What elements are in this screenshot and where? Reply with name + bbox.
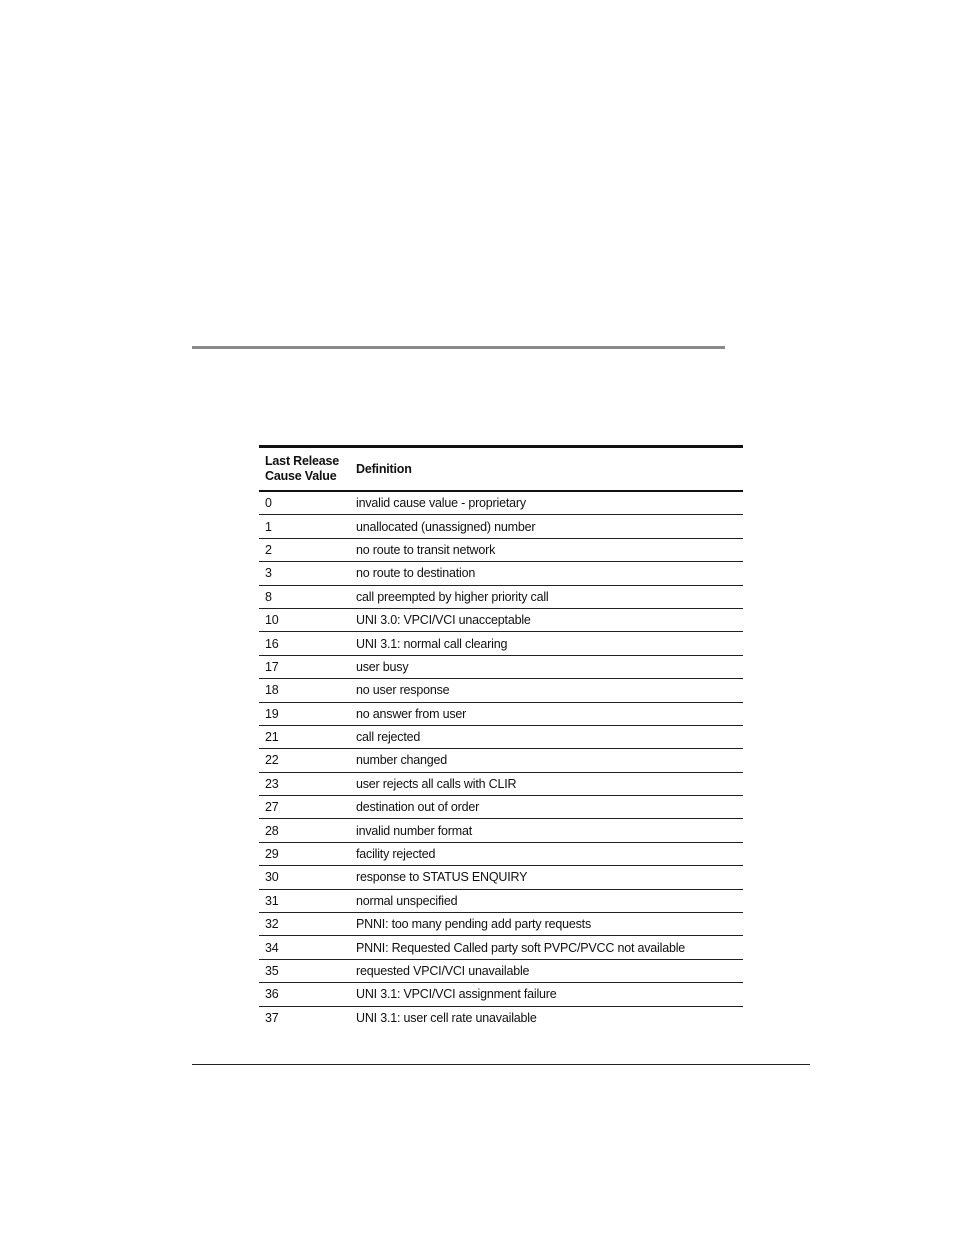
cause-value-cell: 28 bbox=[265, 823, 279, 838]
table-row bbox=[259, 491, 743, 515]
definition-cell: call preempted by higher priority call bbox=[356, 589, 549, 604]
definition-cell: invalid number format bbox=[356, 823, 472, 838]
table-row bbox=[259, 913, 743, 936]
table-row bbox=[259, 632, 743, 655]
cause-value-cell: 18 bbox=[265, 683, 279, 698]
cause-value-cell: 30 bbox=[265, 870, 279, 885]
table-row bbox=[259, 725, 743, 748]
top-divider bbox=[192, 346, 725, 349]
definition-cell: no route to transit network bbox=[356, 542, 496, 557]
cause-value-cell: 31 bbox=[265, 893, 279, 908]
table-row bbox=[259, 772, 743, 795]
cause-value-cell: 36 bbox=[265, 987, 279, 1002]
bottom-divider bbox=[192, 1064, 810, 1065]
cause-value-cell: 34 bbox=[265, 940, 279, 955]
cause-value-cell: 35 bbox=[265, 964, 279, 978]
definition-cell: no user response bbox=[356, 683, 450, 698]
table-row bbox=[259, 702, 743, 725]
table-row bbox=[259, 585, 743, 608]
definition-cell: user rejects all calls with CLIR bbox=[356, 776, 517, 791]
definition-cell: no answer from user bbox=[356, 706, 467, 721]
definition-cell: UNI 3.0: VPCI/VCI unacceptable bbox=[356, 613, 531, 628]
cause-value-cell: 21 bbox=[265, 730, 279, 745]
cause-value-cell: 22 bbox=[265, 753, 279, 768]
header-cause-value-line2: Cause Value bbox=[265, 469, 337, 483]
table-row bbox=[259, 562, 743, 585]
cause-value-cell: 37 bbox=[265, 1010, 279, 1025]
table-row bbox=[259, 749, 743, 772]
cause-value-cell: 8 bbox=[265, 589, 272, 604]
cause-value-cell: 23 bbox=[265, 776, 279, 791]
definition-cell: PNNI: too many pending add party requests bbox=[356, 917, 591, 932]
table-row bbox=[259, 1006, 743, 1029]
table-header bbox=[259, 447, 743, 492]
definition-cell: user busy bbox=[356, 659, 409, 674]
header-definition: Definition bbox=[356, 461, 412, 476]
table-row bbox=[259, 515, 743, 538]
header-row bbox=[259, 447, 743, 492]
definition-cell: facility rejected bbox=[356, 847, 436, 862]
definition-cell: unallocated (unassigned) number bbox=[356, 519, 536, 534]
table-row bbox=[259, 936, 743, 959]
definition-cell: UNI 3.1: VPCI/VCI assignment failure bbox=[356, 987, 557, 1002]
definition-cell: response to STATUS ENQUIRY bbox=[356, 870, 528, 885]
table-row bbox=[259, 842, 743, 865]
header-cause-value bbox=[259, 447, 350, 492]
cause-value-cell: 3 bbox=[265, 566, 272, 581]
cause-value-cell: 1 bbox=[265, 519, 272, 534]
table-row bbox=[259, 959, 743, 982]
cause-value-cell: 32 bbox=[265, 917, 279, 932]
release-cause-table bbox=[259, 445, 743, 1029]
table-row bbox=[259, 983, 743, 1006]
definition-cell: invalid cause value - proprietary bbox=[356, 496, 526, 511]
definition-cell: no route to destination bbox=[356, 566, 476, 581]
table-row bbox=[259, 538, 743, 561]
table-row bbox=[259, 796, 743, 819]
definition-cell: number changed bbox=[356, 753, 448, 768]
cause-value-cell: 10 bbox=[265, 613, 279, 628]
cause-value-cell: 29 bbox=[265, 847, 279, 862]
table-row bbox=[259, 679, 743, 702]
definition-cell: normal unspecified bbox=[356, 893, 458, 908]
table-row bbox=[259, 608, 743, 631]
header-cause-value-line1: Last Release bbox=[265, 454, 340, 468]
definition-cell: requested VPCI/VCI unavailable bbox=[356, 964, 530, 978]
cause-value-cell: 16 bbox=[265, 636, 279, 651]
table-row bbox=[259, 819, 743, 842]
cause-value-cell: 19 bbox=[265, 706, 279, 721]
cause-value-cell: 2 bbox=[265, 542, 272, 557]
definition-cell: UNI 3.1: user cell rate unavailable bbox=[356, 1010, 537, 1025]
table-row bbox=[259, 889, 743, 912]
cause-value-cell: 27 bbox=[265, 800, 279, 815]
table-row bbox=[259, 866, 743, 889]
table-row bbox=[259, 655, 743, 678]
definition-cell: destination out of order bbox=[356, 800, 480, 815]
cause-value-cell: 17 bbox=[265, 659, 279, 674]
definition-cell: UNI 3.1: normal call clearing bbox=[356, 636, 508, 651]
table-body bbox=[259, 491, 743, 1029]
definition-cell: call rejected bbox=[356, 730, 421, 745]
definition-cell: PNNI: Requested Called party soft PVPC/PVCC not available bbox=[356, 940, 686, 955]
cause-value-cell: 0 bbox=[265, 496, 272, 511]
